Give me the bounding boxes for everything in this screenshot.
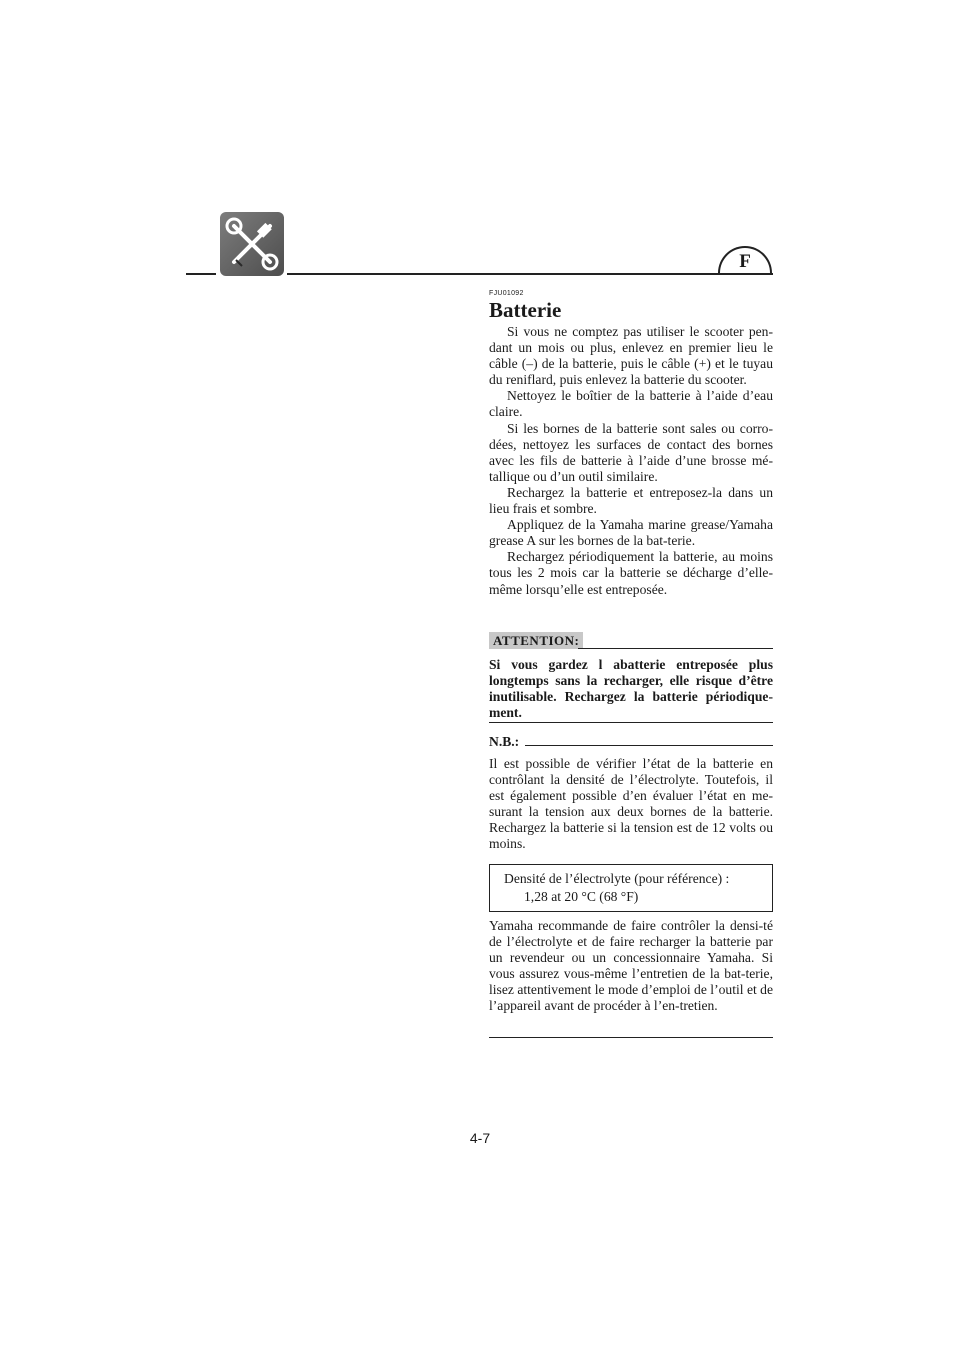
tools-icon bbox=[220, 212, 284, 276]
attention-label: ATTENTION: bbox=[489, 632, 583, 649]
spec-box bbox=[489, 864, 773, 912]
attention-end-rule bbox=[489, 722, 773, 723]
document-code: FJU01092 bbox=[489, 290, 524, 297]
paragraph: Nettoyez le boîtier de la batterie à l’aide d’eau claire. bbox=[489, 388, 773, 420]
final-text: Yamaha recommande de faire contrôler la densi-té de l’électrolyte et de faire recharger la batterie par un revendeur ou un concessionnaire Yamaha. Si vous assurez vous-même l’entretien de la bat-terie, lisez attentivement le mode d’emploi de l’outil et de l’appareil avant de procéder à l’en-tretien. bbox=[489, 918, 773, 1014]
attention-rule bbox=[578, 648, 773, 649]
attention-text: Si vous gardez l abatterie entreposée plus longtemps sans la recharger, elle risque d’être inutilisable. Rechargez la batterie périodique-ment. bbox=[489, 657, 773, 721]
body-text bbox=[489, 324, 773, 598]
section-end-rule bbox=[489, 1037, 773, 1038]
header-rule-right bbox=[287, 273, 773, 275]
note-label: N.B.: bbox=[489, 734, 520, 749]
paragraph: Si les bornes de la batterie sont sales ou corro-dées, nettoyez les surfaces de contact des bornes avec les fils de batterie à l’aide d’une brosse mé-tallique ou d’un outil similaire. bbox=[489, 420, 773, 484]
paragraph: Si vous ne comptez pas utiliser le scooter pen-dant un mois ou plus, enlevez en premier lieu le câble (–) de la batterie, puis le câble (+) et le tuyau du reniflard, puis enlevez la batterie du scooter. bbox=[489, 324, 773, 388]
page-number: 4-7 bbox=[469, 1130, 491, 1146]
spec-label: Densité de l’électrolyte (pour référence) : bbox=[504, 871, 730, 886]
section-title: Batterie bbox=[489, 298, 562, 322]
note-rule bbox=[525, 745, 773, 746]
header-rule-left bbox=[186, 273, 216, 275]
paragraph: Rechargez périodiquement la batterie, au moins tous les 2 mois car la batterie se décharge d’elle-même lorsqu’elle est entreposée. bbox=[489, 549, 773, 597]
paragraph: Rechargez la batterie et entreposez-la dans un lieu frais et sombre. bbox=[489, 484, 773, 517]
spec-value: 1,28 at 20 °C (68 °F) bbox=[524, 889, 639, 904]
note-text: Il est possible de vérifier l’état de la batterie en contrôlant la densité de l’électrolyte. Toutefois, il est également possible d’en évaluer l’état en me-surant la tension aux deux bornes de la batterie. Rechargez la batterie si la tension est de 12 volts ou moins. bbox=[489, 756, 773, 852]
paragraph: Appliquez de la Yamaha marine grease/Yamaha grease A sur les bornes de la bat-terie. bbox=[489, 517, 773, 549]
language-badge: F bbox=[718, 246, 772, 274]
